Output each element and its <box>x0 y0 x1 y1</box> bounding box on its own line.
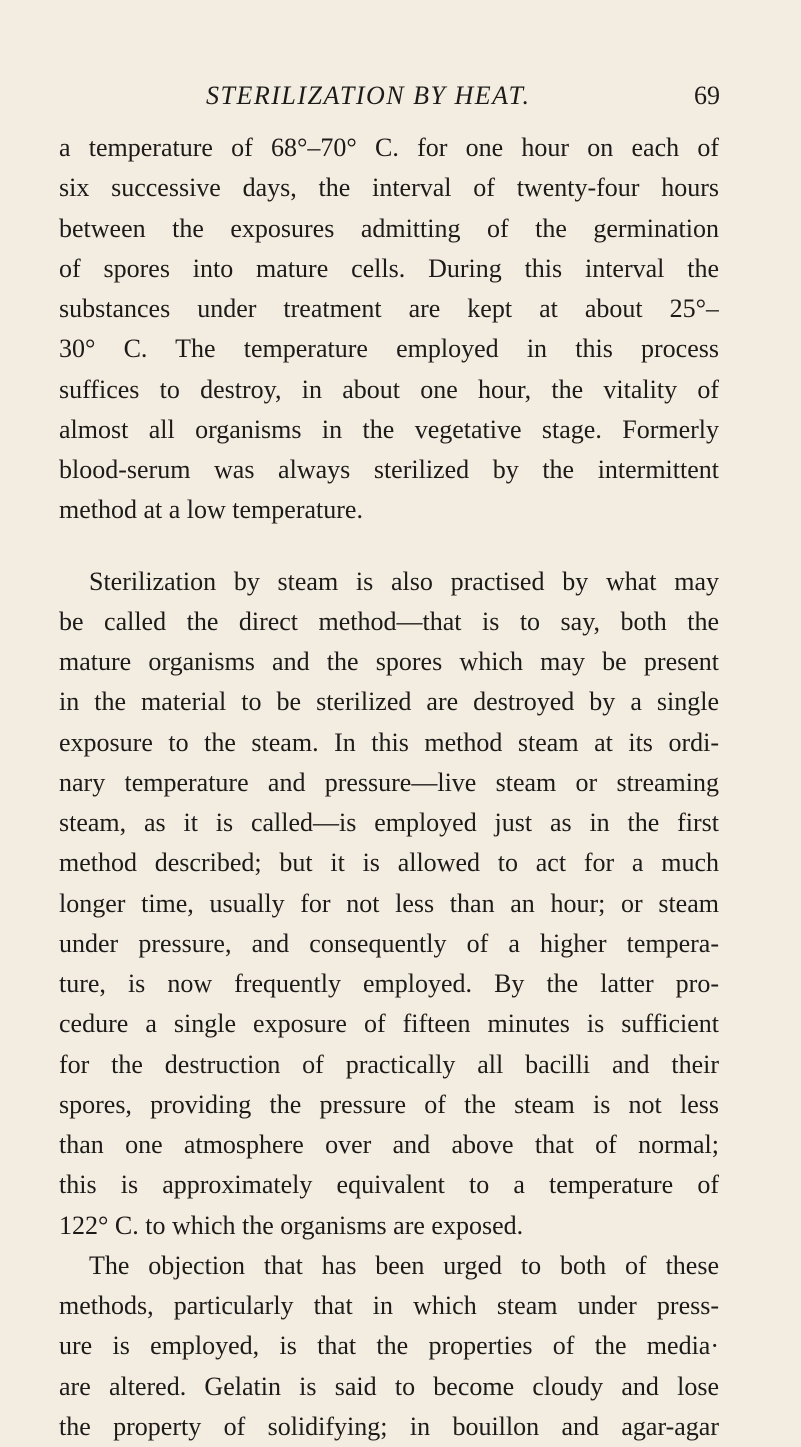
text-line: in the material to be sterilized are destroyed by a single <box>59 687 719 717</box>
text-line: cedure a single exposure of fifteen minutes is sufficient <box>59 1009 719 1039</box>
text-line: between the exposures admitting of the germination <box>59 213 719 243</box>
text-line: The objection that has been urged to both of these <box>89 1250 719 1280</box>
text-line: 30° C. The temperature employed in this process <box>59 334 719 364</box>
page-number: 69 <box>694 81 720 110</box>
paragraph-1 <box>59 128 719 531</box>
text-line: methods, particularly that in which steam under press- <box>59 1291 719 1320</box>
text-line: spores, providing the pressure of the steam is not less <box>59 1089 719 1119</box>
text-line: the property of solidifying; in bouillon and agar-agar <box>59 1411 719 1441</box>
text-line: steam, as it is called—is employed just as in the first <box>59 808 719 837</box>
text-line: exposure to the steam. In this method steam at its ordi- <box>59 727 719 757</box>
text-line: of spores into mature cells. During this interval the <box>59 253 719 283</box>
body-text <box>59 128 719 1447</box>
text-line: six successive days, the interval of twenty-four hours <box>59 173 719 203</box>
text-line: method described; but it is allowed to act for a much <box>59 848 719 878</box>
text-line: ture, is now frequently employed. By the latter pro- <box>59 969 719 998</box>
paragraph-2 <box>59 562 719 1246</box>
text-line: suffices to destroy, in about one hour, the vitality of <box>59 374 719 404</box>
text-line: are altered. Gelatin is said to become cloudy and lose <box>59 1371 719 1401</box>
text-line: almost all organisms in the vegetative stage. Formerly <box>59 414 719 444</box>
text-line: blood-serum was always sterilized by the intermittent <box>59 455 719 484</box>
text-line: ure is employed, is that the properties of the media· <box>59 1331 719 1361</box>
text-line: mature organisms and the spores which may be present <box>59 647 719 676</box>
text-line: under pressure, and consequently of a higher tempera- <box>59 928 719 958</box>
text-line: Sterilization by steam is also practised by what may <box>89 566 719 596</box>
paragraph-spacer <box>59 531 719 562</box>
text-line: be called the direct method—that is to say, both the <box>59 606 719 636</box>
text-line: longer time, usually for not less than an hour; or steam <box>59 888 719 918</box>
text-line: substances under treatment are kept at about 25°– <box>59 294 719 323</box>
text-line: method at a low temperature. <box>59 495 363 525</box>
text-line: than one atmosphere over and above that of normal; <box>59 1130 719 1159</box>
text-line: this is approximately equivalent to a temperature of <box>59 1170 719 1200</box>
text-line: a temperature of 68°–70° C. for one hour on each of <box>59 133 719 162</box>
running-title: STERILIZATION BY HEAT. <box>206 81 531 110</box>
text-line: nary temperature and pressure—live steam or streaming <box>59 767 719 797</box>
text-line: 122° C. to which the organisms are exposed. <box>59 1210 524 1240</box>
text-line: for the destruction of practically all bacilli and their <box>59 1049 719 1079</box>
paragraph-3 <box>59 1246 719 1447</box>
